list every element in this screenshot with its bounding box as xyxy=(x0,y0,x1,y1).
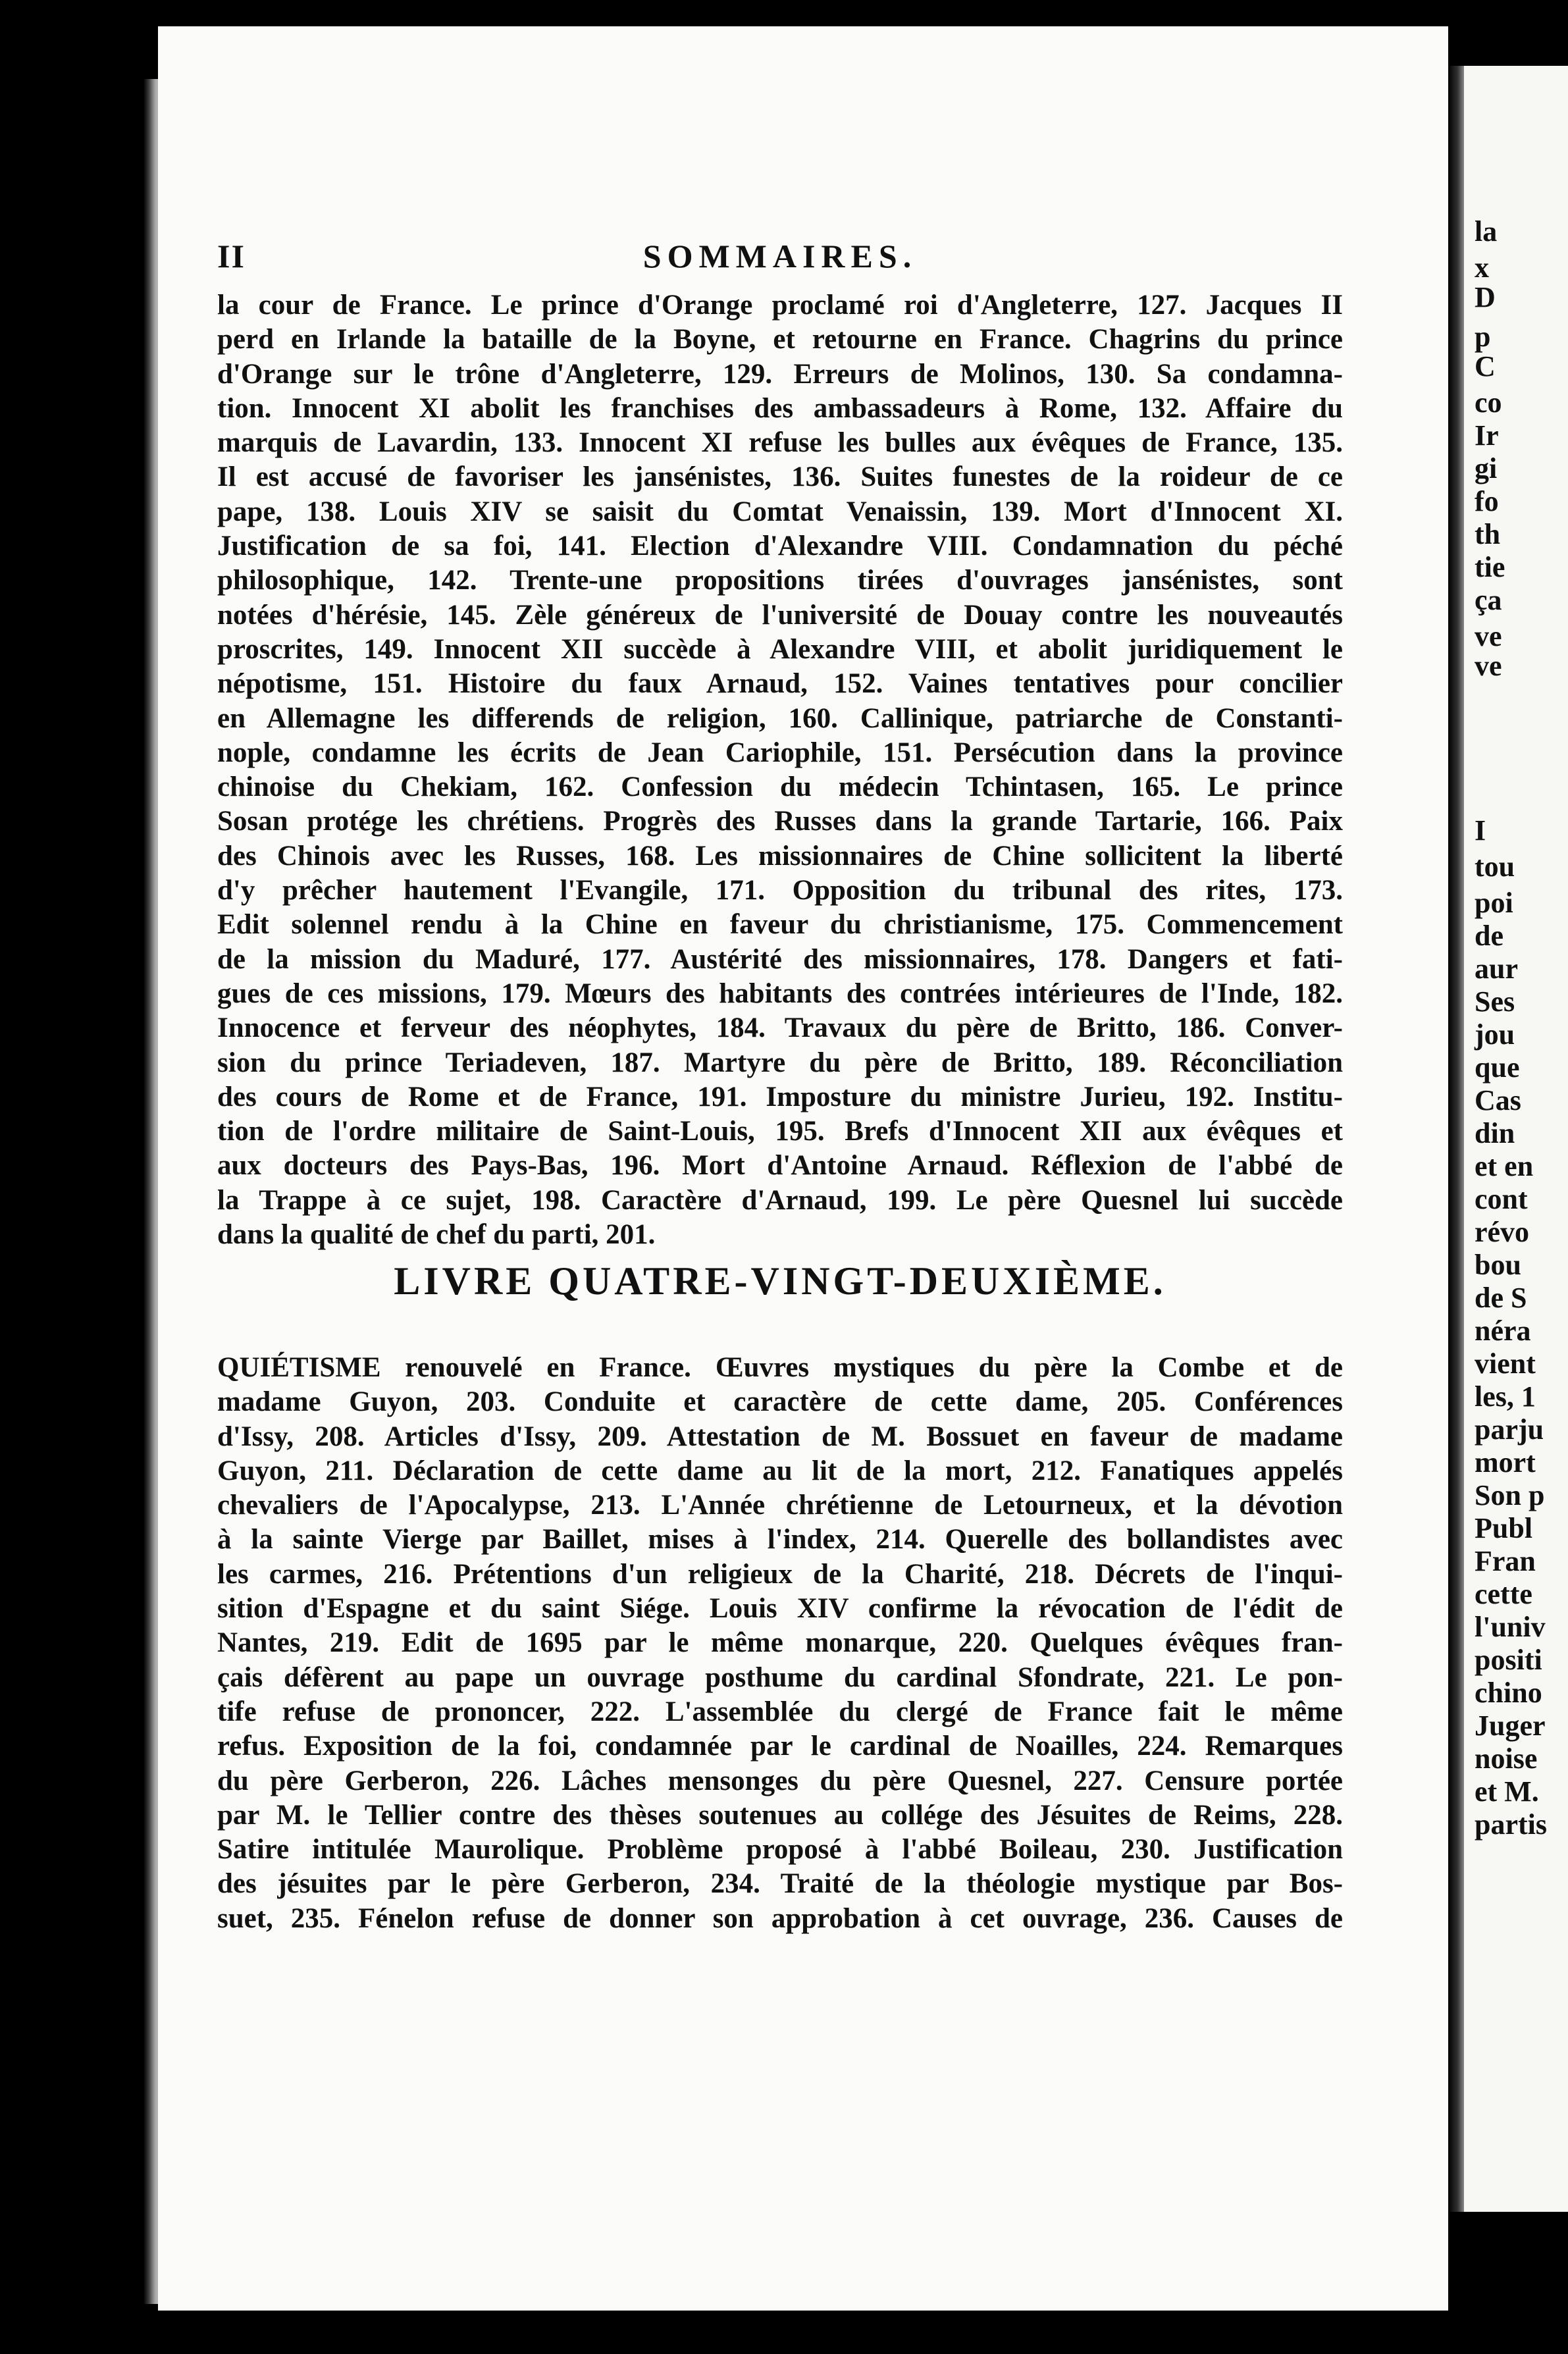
text-line: chevaliers de l'Apocalypse, 213. L'Année chrétienne de Letourneux, et la dévotion xyxy=(217,1490,1343,1521)
facing-page-fragment: Juger xyxy=(1475,1710,1546,1742)
text-line: des cours de Rome et de France, 191. Imposture du ministre Jurieu, 192. Institu- xyxy=(217,1081,1343,1112)
facing-page-fragment: néra xyxy=(1475,1315,1531,1347)
text-line: çais défèrent au pape un ouvrage posthume du cardinal Sfondrate, 221. Le pon- xyxy=(217,1661,1343,1693)
text-line: en Allemagne les differends de religion, 160. Callinique, patriarche de Constanti- xyxy=(217,702,1343,734)
page-number: II xyxy=(217,238,246,275)
facing-page-fragment: gi xyxy=(1475,452,1498,484)
text-line: refus. Exposition de la foi, condamnée par le cardinal de Noailles, 224. Remarques xyxy=(217,1731,1343,1762)
facing-page xyxy=(1448,66,1568,2212)
facing-page-fragment: la xyxy=(1475,215,1498,248)
text-line: d'y prêcher hautement l'Evangile, 171. Opposition du tribunal des rites, 173. xyxy=(217,875,1343,906)
facing-page-fragment: Ir xyxy=(1475,419,1499,452)
text-line: philosophique, 142. Trente-une propositions tirées d'ouvrages jansénistes, sont xyxy=(217,565,1343,596)
text-line: madame Guyon, 203. Conduite et caractère de cette dame, 205. Conférences xyxy=(217,1386,1343,1418)
facing-page-fragment: bou xyxy=(1475,1249,1521,1281)
text-line: la Trappe à ce sujet, 198. Caractère d'Arnaud, 199. Le père Quesnel lui succède xyxy=(217,1184,1343,1216)
text-line: tion. Innocent XI abolit les franchises des ambassadeurs à Rome, 132. Affaire du xyxy=(217,392,1343,424)
facing-page-fragment: ça xyxy=(1475,584,1502,616)
text-line: Sosan protége les chrétiens. Progrès des Russes dans la grande Tartarie, 166. Paix xyxy=(217,806,1343,837)
text-line: chinoise du Chekiam, 162. Confession du médecin Tchintasen, 165. Le prince xyxy=(217,772,1343,803)
text-line: Nantes, 219. Edit de 1695 par le même monarque, 220. Quelques évêques fran- xyxy=(217,1627,1343,1659)
text-line: Justification de sa foi, 141. Election d'Alexandre VIII. Condamnation du péché xyxy=(217,531,1343,562)
facing-page-fragment: Publ xyxy=(1475,1512,1533,1544)
facing-page-fragment: partis xyxy=(1475,1808,1547,1841)
text-line: sition d'Espagne et du saint Siége. Louis XIV confirme la révocation de l'édit de xyxy=(217,1593,1343,1625)
text-line: gues de ces missions, 179. Mœurs des habitants des contrées intérieures de l'Inde, 182. xyxy=(217,978,1343,1009)
text-line: à la sainte Vierge par Baillet, mises à l'index, 214. Querelle des bollandistes avec xyxy=(217,1524,1343,1556)
facing-page-fragment: de xyxy=(1475,920,1503,952)
facing-page-fragment: positi xyxy=(1475,1644,1542,1676)
facing-page-fragment: aur xyxy=(1475,953,1518,985)
facing-page-fragment: Ses xyxy=(1475,985,1515,1018)
facing-page-fragment: D xyxy=(1475,281,1496,313)
text-line: la cour de France. Le prince d'Orange proclamé roi d'Angleterre, 127. Jacques II xyxy=(217,290,1343,321)
text-line: aux docteurs des Pays-Bas, 196. Mort d'Antoine Arnaud. Réflexion de l'abbé de xyxy=(217,1150,1343,1182)
facing-page-fragment: de S xyxy=(1475,1282,1527,1314)
book-gutter xyxy=(1448,66,1464,2212)
summary-paragraph-book-81 xyxy=(217,288,1343,1252)
facing-page-fragment: tou xyxy=(1475,850,1515,883)
text-line: proscrites, 149. Innocent XII succède à Alexandre VIII, et abolit juridiquement le xyxy=(217,633,1343,665)
facing-page-fragment: noise xyxy=(1475,1742,1538,1775)
facing-page-fragment: les, 1 xyxy=(1475,1380,1536,1413)
facing-page-fragment: poi xyxy=(1475,887,1513,919)
facing-page-fragment: tie xyxy=(1475,551,1505,583)
facing-page-fragment: vient xyxy=(1475,1347,1536,1380)
facing-page-fragment: fo xyxy=(1475,485,1499,517)
facing-page-fragment: x xyxy=(1475,251,1489,284)
text-line: Innocence et ferveur des néophytes, 184. Travaux du père de Britto, 186. Conver- xyxy=(217,1012,1343,1044)
text-line: tion de l'ordre militaire de Saint-Louis, 195. Brefs d'Innocent XII aux évêques et xyxy=(217,1116,1343,1147)
section-heading: LIVRE QUATRE-VINGT-DEUXIÈME. xyxy=(394,1259,1166,1303)
text-line: des jésuites par le père Gerberon, 234. Traité de la théologie mystique par Bos- xyxy=(217,1868,1343,1900)
facing-page-fragment: Fran xyxy=(1475,1545,1536,1577)
text-line: sion du prince Teriadeven, 187. Martyre du père de Britto, 189. Réconciliation xyxy=(217,1047,1343,1078)
facing-page-fragment: chino xyxy=(1475,1677,1542,1709)
facing-page-fragment: cont xyxy=(1475,1183,1528,1215)
text-line: du père Gerberon, 226. Lâches mensonges du père Quesnel, 227. Censure portée xyxy=(217,1765,1343,1796)
facing-page-fragment: que xyxy=(1475,1051,1520,1084)
facing-page-fragment: ve xyxy=(1475,620,1502,652)
page-edge-shadow xyxy=(144,79,158,2304)
page-header xyxy=(217,237,1343,283)
facing-page-fragment: C xyxy=(1475,350,1496,382)
facing-page-fragment: din xyxy=(1475,1117,1515,1149)
text-line: d'Orange sur le trône d'Angleterre, 129. Erreurs de Molinos, 130. Sa condamna- xyxy=(217,358,1343,390)
facing-page-fragment: l'univ xyxy=(1475,1611,1546,1643)
text-line: suet, 235. Fénelon refuse de donner son approbation à cet ouvrage, 236. Causes de xyxy=(217,1902,1343,1934)
running-title: SOMMAIRES. xyxy=(642,238,918,275)
text-line: d'Issy, 208. Articles d'Issy, 209. Attestation de M. Bossuet en faveur de madame xyxy=(217,1421,1343,1452)
text-line: nople, condamne les écrits de Jean Cariophile, 151. Persécution dans la province xyxy=(217,737,1343,768)
facing-page-fragment: ve xyxy=(1475,650,1502,682)
facing-page-fragment: Cas xyxy=(1475,1084,1521,1116)
text-line: népotisme, 151. Histoire du faux Arnaud, 152. Vaines tentatives pour concilier xyxy=(217,668,1343,700)
text-line: des Chinois avec les Russes, 168. Les missionnaires de Chine sollicitent la liberté xyxy=(217,840,1343,872)
facing-page-fragment: révo xyxy=(1475,1216,1530,1248)
text-line: Guyon, 211. Déclaration de cette dame au lit de la mort, 212. Fanatiques appelés xyxy=(217,1455,1343,1486)
text-line: les carmes, 216. Prétentions d'un religieux de la Charité, 218. Décrets de l'inqui- xyxy=(217,1558,1343,1590)
text-line: QUIÉTISME renouvelé en France. Œuvres mystiques du père la Combe et de xyxy=(217,1352,1343,1383)
facing-page-fragment: mort xyxy=(1475,1446,1536,1478)
summary-paragraph-book-82 xyxy=(217,1351,1343,1936)
facing-page-fragment: cette xyxy=(1475,1578,1532,1610)
text-line: dans la qualité de chef du parti, 201. xyxy=(217,1219,656,1251)
text-line: Il est accusé de favoriser les jansénistes, 136. Suites funestes de la roideur de ce xyxy=(217,461,1343,493)
facing-page-fragment: et M. xyxy=(1475,1775,1539,1808)
text-line: Edit solennel rendu à la Chine en faveur du christianisme, 175. Commencement xyxy=(217,909,1343,941)
text-line: tife refuse de prononcer, 222. L'assemblée du clergé de France fait le même xyxy=(217,1696,1343,1727)
text-line: de la mission du Maduré, 177. Austérité des missionnaires, 178. Dangers et fati- xyxy=(217,943,1343,975)
text-line: notées d'hérésie, 145. Zèle généreux de l'université de Douay contre les nouveautés xyxy=(217,599,1343,631)
text-line: marquis de Lavardin, 133. Innocent XI refuse les bulles aux évêques de France, 135. xyxy=(217,427,1343,459)
text-line: par M. le Tellier contre des thèses soutenues au collége des Jésuites de Reims, 228. xyxy=(217,1799,1343,1831)
facing-page-fragment: co xyxy=(1475,386,1502,419)
text-line: Satire intitulée Maurolique. Problème proposé à l'abbé Boileau, 230. Justification xyxy=(217,1834,1343,1866)
text-line: perd en Irlande la bataille de la Boyne, et retourne en France. Chagrins du prince xyxy=(217,324,1343,355)
text-line: pape, 138. Louis XIV se saisit du Comtat Venaissin, 139. Mort d'Innocent XI. xyxy=(217,496,1343,527)
facing-page-fragment: p xyxy=(1475,321,1491,353)
facing-page-fragment: parju xyxy=(1475,1413,1544,1446)
facing-page-fragment: Son p xyxy=(1475,1479,1545,1511)
facing-page-fragment: jou xyxy=(1475,1018,1515,1051)
facing-page-fragment: et en xyxy=(1475,1150,1534,1182)
facing-page-fragment: I xyxy=(1475,814,1486,847)
facing-page-fragment: th xyxy=(1475,518,1501,550)
